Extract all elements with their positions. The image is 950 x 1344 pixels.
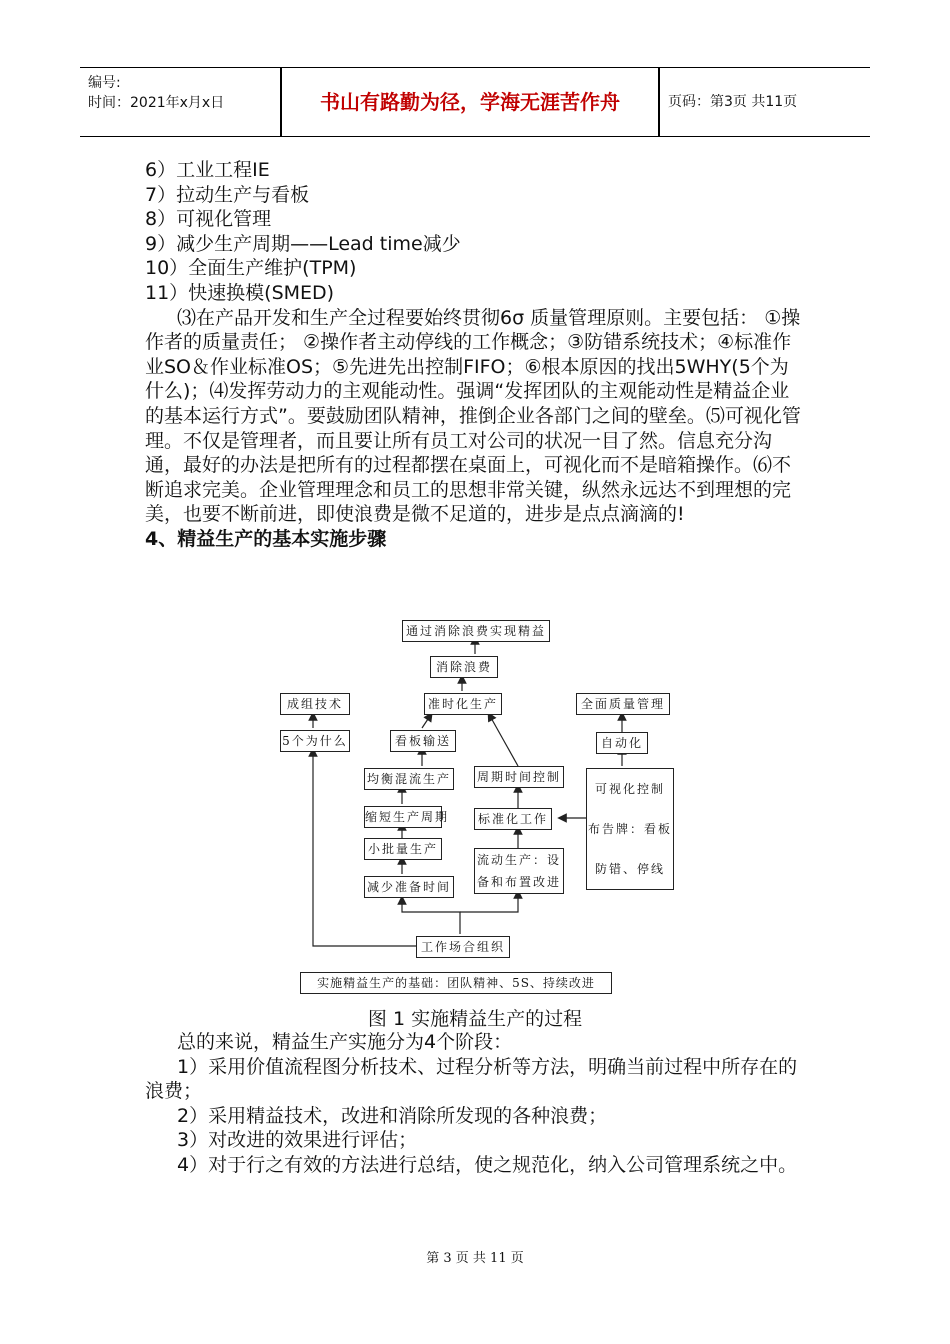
summary-line: 4）对于行之有效的方法进行总结，使之规范化，纳入公司管理系统之中。	[177, 1153, 798, 1176]
box-foundation: 实施精益生产的基础：团队精神、5S、持续改进	[300, 972, 612, 994]
box-balanced-production: 均衡混流生产	[364, 768, 454, 790]
box-flow-production: 流动生产：设备和布置改进	[474, 848, 564, 894]
visual-control-line: 防错、停线	[594, 862, 665, 876]
figure-caption: 图 1 实施精益生产的过程	[367, 1008, 583, 1030]
summary-line: 1）采用价值流程图分析技术、过程分析等方法，明确当前过程中所存在的浪费；	[145, 1055, 798, 1103]
summary-text	[145, 1030, 805, 1178]
visual-control-line: 可视化控制	[594, 782, 665, 796]
section-heading: 4、精益生产的基本实施步骤	[145, 527, 387, 550]
doc-number-label: 编号:	[88, 75, 121, 91]
summary-line: 总的来说，精益生产实施分为4个阶段：	[177, 1031, 513, 1053]
box-workplace-organization: 工作场合组织	[416, 936, 510, 958]
list-item: 8）可视化管理	[145, 208, 272, 231]
header-motto: 书山有路勤为径，学海无涯苦作舟	[320, 90, 620, 114]
list-item: 11）快速换模(SMED)	[145, 281, 335, 304]
list-item: 6）工业工程IE	[145, 159, 270, 181]
list-item: 10）全面生产维护(TPM)	[145, 257, 357, 280]
principles-paragraph: ⑶在产品开发和生产全过程要始终贯彻6σ 质量管理原则。主要包括： ①操作者的质量责任； ②操作者主动停线的工作概念；③防错系统技术；④标准作业SO＆作业标准OS；⑤先进先出控制FIFO；⑥根本原因的找出5WHY(5个为什么)；⑷发挥劳动力的主观能动性。强调“发挥团队的主观能动性是精益企业的基本运行方式”。要鼓励团队精神，推倒企业各部门之间的壁垒。⑸可视化管理。不仅是管理者，而且要让所有员工对公司的状况一目了然。信息充分沟通，最好的办法是把所有的过程都摆在桌面上，可视化而不是暗箱操作。⑹不断追求完美。企业管理理念和员工的思想非常关键，纵然永远达不到理想的完美，也要不断前进，即使浪费是微不足道的，进步是点点滴滴的!	[145, 306, 801, 526]
page-header	[80, 67, 870, 137]
box-jit: 准时化生产	[424, 693, 502, 715]
page-footer: 第 3 页 共 11 页	[426, 1251, 524, 1266]
box-kanban: 看板输送	[390, 730, 456, 752]
box-eliminate-waste: 消除浪费	[430, 656, 498, 678]
main-text	[145, 158, 805, 552]
list-item: 9）减少生产周期——Lead time减少	[145, 232, 461, 255]
box-automation: 自动化	[596, 732, 648, 754]
box-lean-goal: 通过消除浪费实现精益	[402, 620, 550, 642]
summary-line: 3）对改进的效果进行评估；	[177, 1129, 418, 1152]
header-divider	[658, 68, 660, 136]
list-item: 7）拉动生产与看板	[145, 183, 310, 206]
summary-line: 2）采用精益技术，改进和消除所发现的各种浪费；	[177, 1104, 608, 1127]
box-five-why: 5个为什么	[280, 730, 350, 752]
process-diagram	[270, 616, 680, 996]
box-group-tech: 成组技术	[280, 693, 350, 715]
box-visual-control	[586, 768, 674, 890]
box-cycle-time-control: 周期时间控制	[474, 766, 564, 788]
box-tqm: 全面质量管理	[576, 693, 670, 715]
doc-time-label: 时间：2021年x月x日	[88, 95, 225, 111]
visual-control-line: 布告牌：看板	[587, 822, 672, 836]
box-reduce-setup: 减少准备时间	[364, 876, 454, 898]
header-page-info: 页码：第3页 共11页	[668, 94, 798, 110]
header-meta	[80, 68, 280, 136]
box-standard-work: 标准化工作	[474, 808, 552, 830]
box-small-batch: 小批量生产	[364, 838, 442, 860]
box-shorten-cycle: 缩短生产周期	[364, 806, 442, 828]
